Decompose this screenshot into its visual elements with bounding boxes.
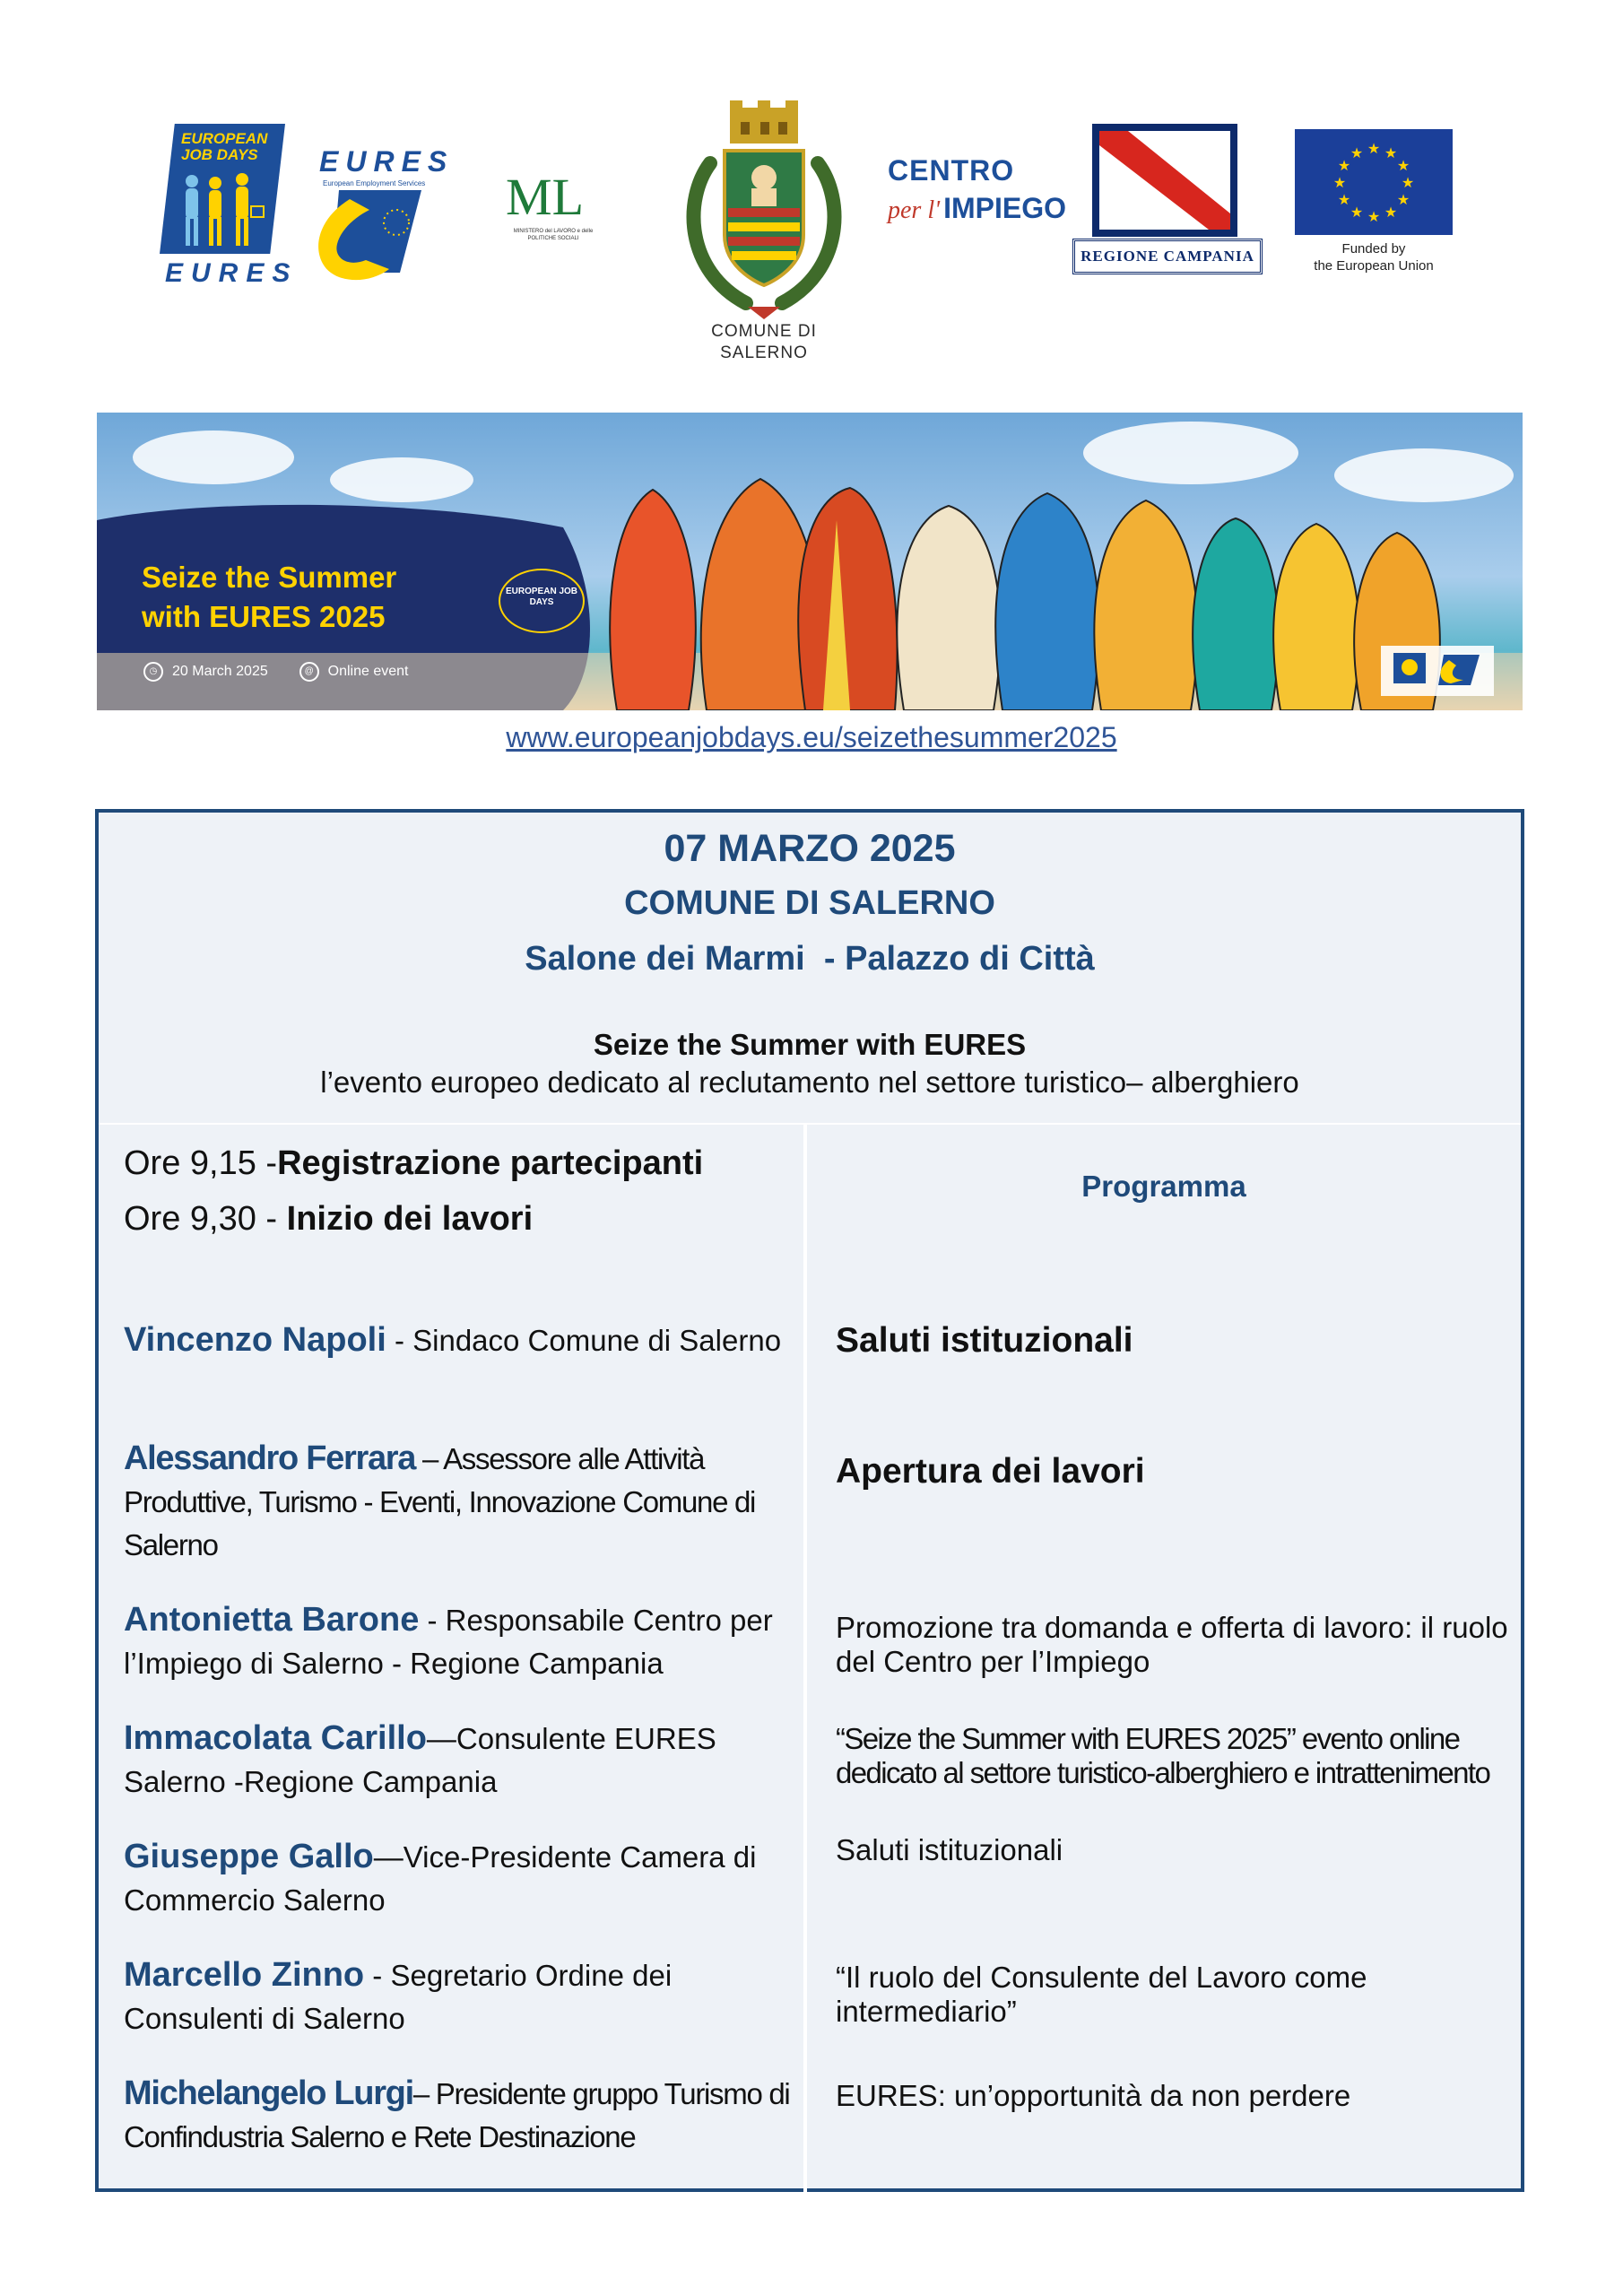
speaker-role: - Sindaco Comune di Salerno [386, 1324, 782, 1357]
schedule-item [124, 1144, 703, 1183]
impiego-word: IMPIEGO [943, 192, 1066, 224]
programma-column [807, 1125, 1521, 2192]
regione-campania-logo [1072, 124, 1264, 278]
banner-title-line2: with EURES 2025 [142, 600, 386, 633]
speaker-role: - Responsabile Centro per l’Impiego di Salerno - Regione Campania [124, 1604, 773, 1680]
eu-line1: Funded by [1341, 241, 1406, 257]
programma-item: “Il ruolo del Consulente del Lavoro come intermediario” [836, 1961, 1367, 2028]
surfboards [610, 479, 1440, 710]
event-city: COMUNE DI SALERNO [624, 884, 995, 922]
eures-logo-tagline: European Employment Services [323, 179, 426, 187]
programma-item: “Seize the Summer with EURES 2025” evento online dedicato al settore turistico-alberghiero e intrattenimento [836, 1722, 1490, 1789]
eu-funding-text [1295, 240, 1453, 274]
speakers-column [99, 1125, 803, 2192]
event-url-link[interactable]: www.europeanjobdays.eu/seizethesummer2025 [506, 721, 1117, 753]
ml-monogram [506, 170, 584, 224]
speaker-role: —Consulente EURES Salerno -Regione Campania [124, 1722, 716, 1798]
campania-stripe-icon [1092, 124, 1237, 237]
svg-text:★: ★ [1350, 204, 1364, 221]
comune-caption [674, 321, 854, 364]
speaker-item [124, 1717, 798, 1804]
svg-text:★: ★ [1332, 174, 1347, 191]
speaker-item [124, 1835, 798, 1922]
svg-text:★: ★ [1367, 208, 1381, 225]
european-job-days-logo [160, 124, 299, 294]
eu-stars-icon [1295, 129, 1453, 235]
banner-mode: Online event [327, 664, 409, 680]
comune-salerno-crest [674, 100, 854, 370]
speaker-role: – Assessore alle Attività Produttive, Turismo - Eventi, Innovazione Comune di Salerno [124, 1442, 756, 1561]
banner-eures-logos [1381, 646, 1494, 696]
eures-logo [303, 145, 455, 293]
event-subtitle: l’evento europeo dedicato al reclutamento nel settore turistico– alberghiero [320, 1065, 1299, 1099]
schedule-item [124, 1200, 533, 1239]
comune-caption-line2: SALERNO [720, 344, 808, 362]
event-details-box [95, 809, 1524, 2192]
svg-text:★: ★ [1350, 144, 1364, 161]
event-url [0, 721, 1623, 754]
speaker-item [124, 1953, 798, 2040]
banner-title-line1: Seize the Summer [142, 561, 397, 594]
eu-funding-logo [1295, 129, 1453, 276]
event-banner [97, 413, 1523, 710]
event-venue: Salone dei Marmi - Palazzo di Città [525, 940, 1095, 978]
coat-of-arms-icon [674, 100, 854, 325]
schedule-label: Registrazione partecipanti [277, 1144, 704, 1182]
programma-item: Saluti istituzionali [836, 1321, 1133, 1360]
speaker-name: Vincenzo Napoli [124, 1321, 386, 1359]
job-days-badge-text: EUROPEAN JOB DAYS [181, 130, 268, 163]
speaker-name: Michelangelo Lurgi [124, 2074, 413, 2112]
speaker-item [124, 2072, 798, 2159]
speaker-name: Marcello Zinno [124, 1956, 365, 1994]
banner-date: 20 March 2025 [172, 664, 268, 680]
schedule-time: Ore 9,30 - [124, 1200, 287, 1238]
regione-campania-label: REGIONE CAMPANIA [1072, 239, 1263, 274]
svg-text:★: ★ [1396, 157, 1410, 174]
svg-text:★: ★ [1401, 174, 1415, 191]
people-icon [179, 172, 265, 249]
banner-title [142, 558, 396, 637]
programma-item: EURES: un’opportunità da non perdere [836, 2079, 1351, 2112]
speaker-name: Immacolata Carillo [124, 1719, 427, 1757]
programma-item: Apertura dei lavori [836, 1452, 1145, 1491]
ml-letters: ML [506, 168, 584, 226]
event-header [99, 813, 1521, 1123]
schedule-label: Inizio dei lavori [286, 1200, 534, 1238]
svg-text:★: ★ [1396, 191, 1410, 208]
speaker-item [124, 1318, 798, 1362]
eu-line2: the European Union [1314, 258, 1434, 274]
centro-word: CENTRO [888, 154, 1015, 187]
event-title: Seize the Summer with EURES [593, 1028, 1027, 1061]
svg-text:★: ★ [1384, 204, 1398, 221]
svg-text:★: ★ [1367, 140, 1381, 157]
impiego-line [888, 192, 1066, 225]
programma-heading: Programma [1081, 1170, 1246, 1203]
campania-emblem [1092, 124, 1237, 237]
svg-text:★: ★ [1384, 144, 1398, 161]
eures-hand-icon [303, 190, 429, 293]
speaker-item [124, 1598, 798, 1685]
programma-item: Saluti istituzionali [836, 1833, 1063, 1866]
speaker-role: - Segretario Ordine dei Consulenti di Salerno [124, 1959, 673, 2035]
svg-text:★: ★ [1337, 191, 1351, 208]
comune-caption-line1: COMUNE DI [711, 322, 817, 341]
per-word: per l' [888, 196, 941, 224]
svg-text:★: ★ [1337, 157, 1351, 174]
calendar-icon: ◷ [143, 662, 163, 682]
programma-item: Promozione tra domanda e offerta di lavoro: il ruolo del Centro per l’Impiego [836, 1611, 1508, 1678]
speaker-name: Alessandro Ferrara [124, 1439, 416, 1477]
eures-word: EURES [165, 258, 299, 288]
schedule-time: Ore 9,15 - [124, 1144, 278, 1182]
ministero-lavoro-logo [504, 170, 603, 251]
banner-job-days-badge: EUROPEAN JOB DAYS [499, 569, 585, 633]
speaker-name: Giuseppe Gallo [124, 1838, 374, 1875]
online-icon: @ [299, 662, 319, 682]
speaker-role: —Vice-Presidente Camera di Commercio Salerno [124, 1840, 757, 1917]
speaker-name: Antonietta Barone [124, 1601, 420, 1639]
banner-event-info [142, 662, 408, 682]
eures-logo-word: EURES [319, 145, 455, 178]
ministero-caption: MINISTERO del LAVORO e delle POLITICHE SOCIALI [513, 229, 594, 241]
centro-impiego-logo [888, 154, 1067, 226]
event-date: 07 MARZO 2025 [664, 827, 956, 870]
speaker-item [124, 1437, 798, 1567]
eu-flag-icon [1295, 129, 1453, 235]
speaker-role: – Presidente gruppo Turismo di Confindustria Salerno e Rete Destinazione [124, 2077, 790, 2153]
